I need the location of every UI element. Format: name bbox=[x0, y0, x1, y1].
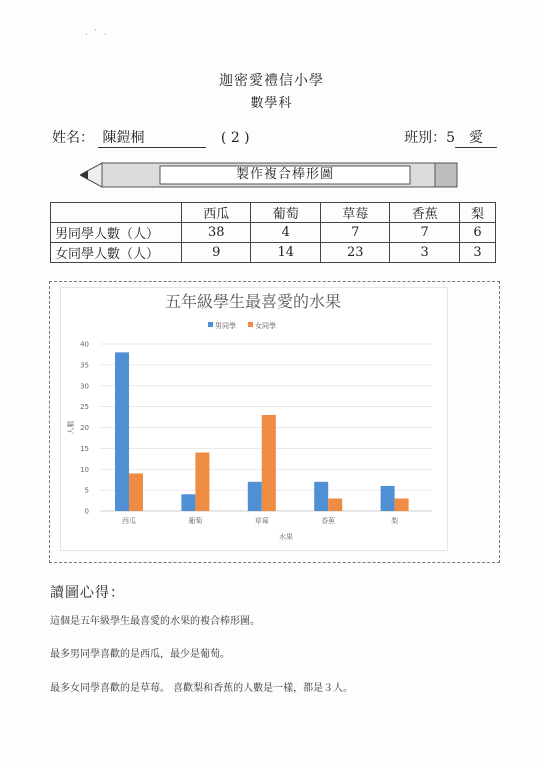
legend-label: 女同學 bbox=[255, 322, 276, 330]
y-tick-label: 25 bbox=[80, 403, 89, 412]
bar-男同學-草莓 bbox=[248, 482, 262, 511]
school-name: 迦密愛禮信小學 bbox=[219, 73, 324, 89]
bar-女同學-西瓜 bbox=[129, 473, 143, 511]
table-header-row bbox=[51, 203, 496, 223]
legend-swatch bbox=[248, 322, 253, 327]
y-tick-label: 15 bbox=[80, 444, 89, 453]
table-header-cell: 香蕉 bbox=[390, 203, 459, 223]
bar-男同學-香蕉 bbox=[314, 482, 328, 511]
table-header-cell: 梨 bbox=[459, 203, 495, 223]
table-cell: 7 bbox=[320, 223, 389, 243]
row-label: 女同學人數（人） bbox=[51, 243, 182, 263]
legend-swatch bbox=[208, 322, 213, 327]
student-name: 陳鎧桐 bbox=[98, 127, 206, 148]
chart-title: 五年級學生最喜愛的水果 bbox=[164, 292, 342, 311]
y-axis-label: 人數 bbox=[67, 420, 75, 435]
x-tick-label: 西瓜 bbox=[122, 517, 136, 525]
y-tick-label: 0 bbox=[84, 507, 89, 516]
x-tick-label: 梨 bbox=[391, 517, 399, 525]
y-tick-label: 40 bbox=[80, 340, 89, 349]
table-cell: 3 bbox=[459, 243, 495, 263]
notes-heading: 讀圖心得： bbox=[50, 585, 125, 601]
y-tick-label: 20 bbox=[80, 424, 89, 432]
bar-男同學-梨 bbox=[381, 486, 395, 511]
data-table bbox=[50, 202, 496, 263]
y-tick-label: 35 bbox=[80, 361, 89, 370]
name-label: 姓名： bbox=[52, 130, 94, 146]
bar-男同學-葡萄 bbox=[181, 494, 195, 511]
table-cell: 4 bbox=[251, 223, 320, 243]
class-row bbox=[404, 127, 497, 148]
note-line: 這個是五年級學生最喜愛的水果的複合棒形圖。 bbox=[50, 616, 260, 627]
x-tick-label: 草莓 bbox=[254, 517, 269, 525]
row-label: 男同學人數（人） bbox=[51, 223, 182, 243]
table-cell: 9 bbox=[182, 243, 251, 263]
student-number: ( 2 ) bbox=[220, 130, 250, 146]
banner-title: 製作複合棒形圖 bbox=[235, 167, 334, 182]
table-header-cell bbox=[51, 203, 182, 223]
bar-女同學-香蕉 bbox=[328, 498, 342, 511]
table-cell: 23 bbox=[320, 243, 389, 263]
legend-label: 男同學 bbox=[215, 322, 236, 330]
table-cell: 3 bbox=[390, 243, 459, 263]
table-header-cell: 草莓 bbox=[320, 203, 389, 223]
table-cell: 6 bbox=[459, 223, 495, 243]
bar-女同學-葡萄 bbox=[195, 453, 209, 511]
scan-specks: · ` · bbox=[85, 30, 107, 40]
name-row bbox=[52, 127, 250, 148]
class-label: 班別：5 bbox=[404, 130, 455, 146]
bar-女同學-草莓 bbox=[262, 415, 276, 511]
note-line: 最多女同學喜歡的是草莓。 喜歡梨和香蕉的人數是一樣，都是３人。 bbox=[50, 683, 354, 694]
bar-男同學-西瓜 bbox=[115, 352, 129, 511]
x-tick-label: 香蕉 bbox=[321, 517, 336, 525]
bar-女同學-梨 bbox=[395, 498, 409, 511]
y-tick-label: 5 bbox=[84, 486, 89, 495]
table-cell: 7 bbox=[390, 223, 459, 243]
table-row bbox=[51, 223, 496, 243]
subject-name: 數學科 bbox=[250, 96, 293, 111]
class-value: 愛 bbox=[455, 127, 497, 148]
note-line: 最多男同學喜歡的是西瓜，最少是葡萄。 bbox=[50, 649, 230, 660]
table-cell: 38 bbox=[182, 223, 251, 243]
x-axis-label: 水果 bbox=[279, 533, 293, 541]
table-cell: 14 bbox=[251, 243, 320, 263]
bar-chart bbox=[60, 287, 446, 549]
x-tick-label: 葡萄 bbox=[188, 517, 203, 525]
table-header-cell: 葡萄 bbox=[251, 203, 320, 223]
table-header-cell: 西瓜 bbox=[182, 203, 251, 223]
table-row bbox=[51, 243, 496, 263]
y-tick-label: 30 bbox=[80, 382, 89, 391]
y-tick-label: 10 bbox=[80, 465, 89, 474]
